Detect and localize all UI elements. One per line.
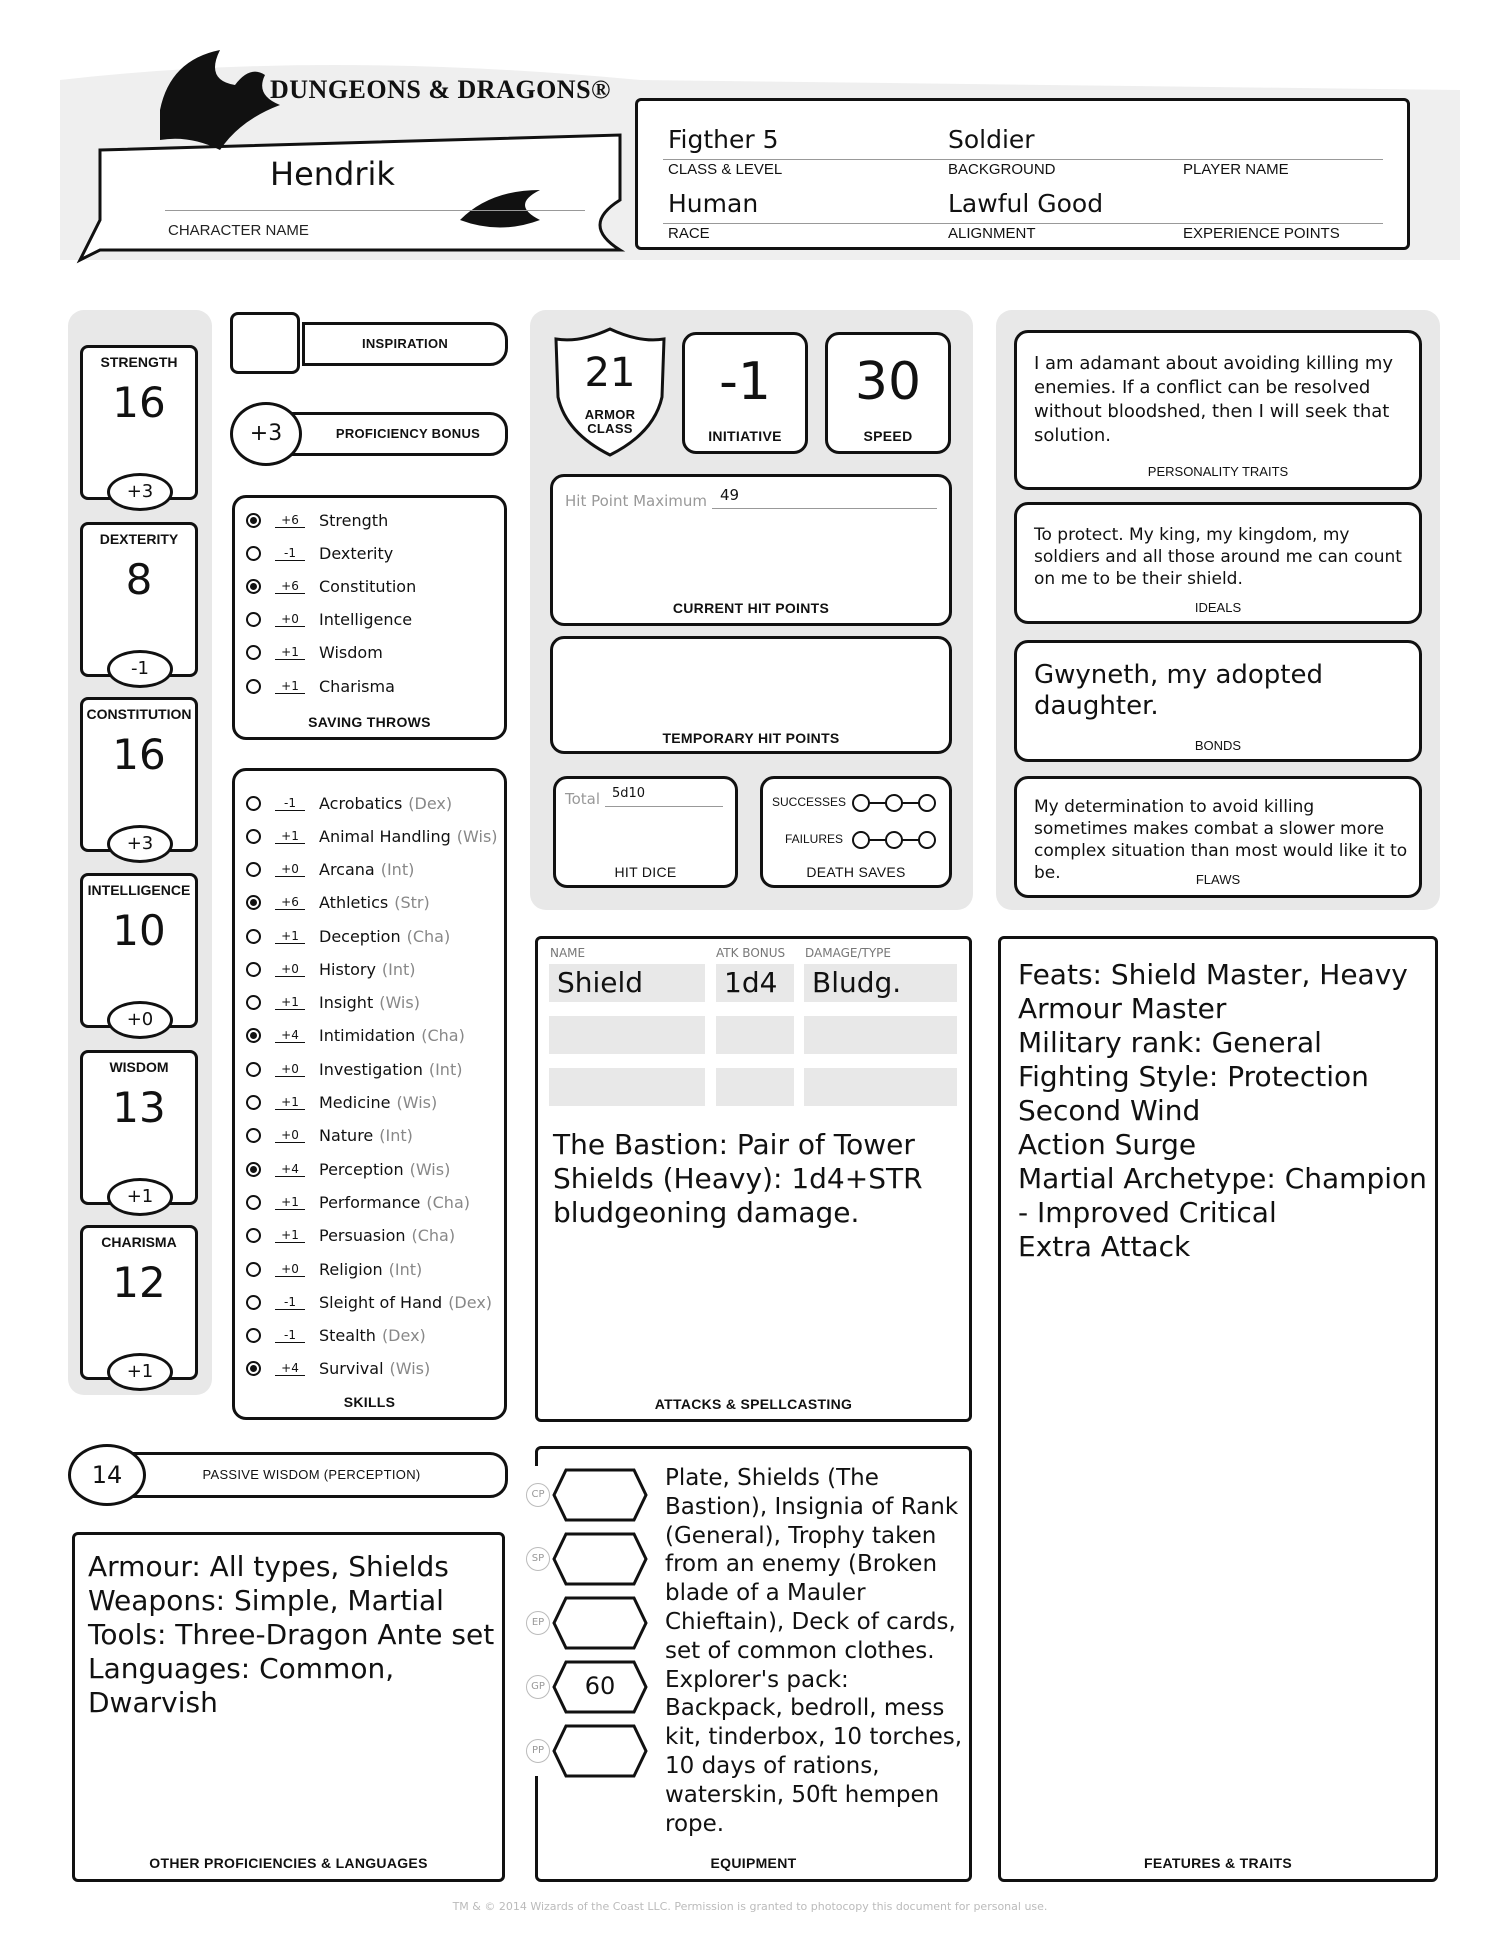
skill-bonus: +6 xyxy=(275,895,305,910)
skill-name: Insight xyxy=(319,992,374,1012)
skill-name: Animal Handling xyxy=(319,826,451,846)
skill-bonus: +4 xyxy=(275,1361,305,1376)
skill-attribute: (Int) xyxy=(380,859,415,879)
skill-row[interactable] xyxy=(246,1320,426,1350)
save-name: Strength xyxy=(319,510,389,530)
equipment-label: EQUIPMENT xyxy=(710,1855,797,1871)
death-save-success-circles[interactable] xyxy=(850,792,938,814)
skill-name: Investigation xyxy=(319,1059,423,1079)
ability-score[interactable]: 8 xyxy=(125,555,153,604)
ability-dexterity xyxy=(80,522,198,677)
bonds-label: BONDS xyxy=(1194,738,1242,753)
proficiency-dot[interactable] xyxy=(246,895,261,910)
coin-pp xyxy=(526,1724,650,1778)
ability-intelligence xyxy=(80,873,198,1028)
ability-wisdom xyxy=(80,1050,198,1205)
death-saves-label: DEATH SAVES xyxy=(806,864,906,880)
character-name-label: CHARACTER NAME xyxy=(168,222,309,239)
coin-label: PP xyxy=(526,1739,550,1763)
skill-name: Medicine xyxy=(319,1092,391,1112)
skill-bonus: +0 xyxy=(275,862,305,877)
ability-modifier[interactable]: +0 xyxy=(107,1001,173,1039)
proficiency-dot[interactable] xyxy=(246,829,261,844)
skill-name: Arcana xyxy=(319,859,375,879)
initiative-value[interactable]: -1 xyxy=(719,352,771,412)
skill-name: Intimidation xyxy=(319,1025,416,1045)
failures-label: FAILURES xyxy=(785,832,844,846)
coin-hexagon xyxy=(552,1468,648,1522)
skill-attribute: (Cha) xyxy=(411,1225,456,1245)
coin-hexagon xyxy=(552,1596,648,1650)
skill-bonus: -1 xyxy=(275,1295,305,1310)
skill-bonus: -1 xyxy=(275,1328,305,1343)
skill-row[interactable] xyxy=(246,887,430,917)
ability-score[interactable]: 10 xyxy=(112,906,166,955)
ability-name: CONSTITUTION xyxy=(86,706,192,722)
proficiency-dot[interactable] xyxy=(246,1328,261,1343)
attack-col-name-label: NAME xyxy=(550,946,586,960)
hit-dice-total-value[interactable]: 5d10 xyxy=(612,786,646,801)
ability-strength xyxy=(80,345,198,500)
hit-dice-total-label: Total xyxy=(565,790,601,808)
skill-name: Athletics xyxy=(319,892,389,912)
proficiency-dot[interactable] xyxy=(246,612,261,627)
skill-name: Deception xyxy=(319,926,401,946)
save-row[interactable] xyxy=(246,604,412,634)
ability-name: WISDOM xyxy=(109,1059,169,1075)
header-info-box xyxy=(635,98,1410,250)
skill-attribute: (Cha) xyxy=(421,1025,465,1045)
coin-label: CP xyxy=(526,1483,550,1507)
proficiency-dot[interactable] xyxy=(246,929,261,944)
proficiency-dot[interactable] xyxy=(246,1295,261,1310)
attack-damage-field[interactable] xyxy=(804,1016,957,1054)
skill-row[interactable] xyxy=(246,854,414,884)
skill-bonus: +4 xyxy=(275,1028,305,1043)
ability-score[interactable]: 13 xyxy=(112,1083,166,1132)
ability-charisma xyxy=(80,1225,198,1380)
coin-hexagon xyxy=(552,1724,648,1778)
skill-row[interactable] xyxy=(246,921,450,951)
coin-label: GP xyxy=(526,1675,550,1699)
proficiency-dot[interactable] xyxy=(246,796,261,811)
inspiration-checkbox[interactable] xyxy=(230,312,300,374)
skill-row[interactable] xyxy=(246,1087,437,1117)
save-name: Wisdom xyxy=(319,642,383,662)
skill-attribute: (Dex) xyxy=(408,793,453,813)
skill-name: Stealth xyxy=(319,1325,376,1345)
skill-attribute: (Dex) xyxy=(448,1292,493,1312)
save-bonus: +1 xyxy=(275,679,305,694)
skill-name: Sleight of Hand xyxy=(319,1292,443,1312)
skill-attribute: (Wis) xyxy=(396,1092,438,1112)
background-value[interactable]: Soldier xyxy=(948,125,1035,154)
skill-bonus: +1 xyxy=(275,829,305,844)
skill-bonus: +1 xyxy=(275,929,305,944)
skill-bonus: +0 xyxy=(275,1262,305,1277)
coin-label: EP xyxy=(526,1611,550,1635)
ability-score[interactable]: 16 xyxy=(112,730,166,779)
coin-cp xyxy=(526,1468,650,1522)
attacks-label: ATTACKS & SPELLCASTING xyxy=(654,1396,853,1412)
features-label: FEATURES & TRAITS xyxy=(1144,1855,1292,1871)
footer-copyright: TM & © 2014 Wizards of the Coast LLC. Permission is granted to photocopy this document for personal use. xyxy=(452,1900,1048,1913)
attack-name-field[interactable] xyxy=(549,1016,705,1054)
coin-gp xyxy=(526,1660,650,1714)
proficiency-dot[interactable] xyxy=(246,1262,261,1277)
ability-modifier[interactable]: +3 xyxy=(107,825,173,863)
skill-attribute: (Int) xyxy=(388,1259,423,1279)
skill-bonus: +4 xyxy=(275,1162,305,1177)
passive-perception-label: PASSIVE WISDOM (PERCEPTION) xyxy=(115,1452,508,1498)
attack-bonus-field[interactable] xyxy=(716,1016,794,1054)
ability-modifier[interactable]: -1 xyxy=(107,650,173,688)
proficiency-dot[interactable] xyxy=(246,645,261,660)
skill-attribute: (Cha) xyxy=(406,926,451,946)
skill-bonus: +1 xyxy=(275,995,305,1010)
coin-sp xyxy=(526,1532,650,1586)
proficiency-dot[interactable] xyxy=(246,862,261,877)
successes-label: SUCCESSES xyxy=(772,795,847,809)
skill-bonus: +1 xyxy=(275,1228,305,1243)
save-name: Charisma xyxy=(319,676,395,696)
save-name: Constitution xyxy=(319,576,417,596)
ability-name: CHARISMA xyxy=(101,1234,177,1250)
ability-modifier[interactable]: +1 xyxy=(107,1353,173,1391)
armor-class-value[interactable]: 21 xyxy=(584,350,636,396)
save-bonus: +6 xyxy=(275,579,305,594)
proficiency-dot[interactable] xyxy=(246,513,261,528)
experience-label: EXPERIENCE POINTS xyxy=(1183,225,1340,242)
attack-col-bonus-label: ATK BONUS xyxy=(716,946,786,960)
skill-name: Persuasion xyxy=(319,1225,406,1245)
proficiency-dot[interactable] xyxy=(246,1228,261,1243)
initiative-label: INITIATIVE xyxy=(708,428,782,444)
skill-row[interactable] xyxy=(246,1254,422,1284)
skills-label: SKILLS xyxy=(343,1394,396,1410)
background-label: BACKGROUND xyxy=(948,161,1056,178)
proficiency-bonus-value[interactable]: +3 xyxy=(230,402,302,466)
death-save-failure-circles[interactable] xyxy=(850,829,938,851)
character-name[interactable]: Hendrik xyxy=(270,155,395,193)
ability-name: STRENGTH xyxy=(100,354,178,370)
current-hp-label: CURRENT HIT POINTS xyxy=(672,600,830,616)
features-text[interactable]: Feats: Shield Master, Heavy Armour Master Military rank: General Fighting Style: Protection Second Wind Action Surge Martial Archetype: Champion - Improved Critical Extra Attack xyxy=(1018,958,1427,1263)
hit-dice-label: HIT DICE xyxy=(614,864,677,880)
ability-name: DEXTERITY xyxy=(99,531,179,547)
passive-perception-value[interactable]: 14 xyxy=(68,1444,146,1506)
armor-class-label: ARMOR CLASS xyxy=(584,407,636,436)
skill-name: Religion xyxy=(319,1259,383,1279)
skill-attribute: (Wis) xyxy=(379,992,420,1012)
save-name: Dexterity xyxy=(319,543,394,563)
skill-bonus: +0 xyxy=(275,1062,305,1077)
flaws-text[interactable]: My determination to avoid killing sometimes makes combat a slower more complex situation than most would like it to be. xyxy=(1034,797,1408,883)
proficiency-dot[interactable] xyxy=(246,1128,261,1143)
skill-row[interactable] xyxy=(246,1154,450,1184)
save-bonus: +6 xyxy=(275,513,305,528)
coin-label: SP xyxy=(526,1547,550,1571)
ability-score[interactable]: 16 xyxy=(112,378,166,427)
proficiencies-text[interactable]: Armour: All types, Shields Weapons: Simple, Martial Tools: Three-Dragon Ante set Languages: Common, Dwarvish xyxy=(88,1550,495,1719)
ability-modifier[interactable]: +1 xyxy=(107,1178,173,1216)
ability-score[interactable]: 12 xyxy=(112,1258,166,1307)
skill-name: Survival xyxy=(319,1358,384,1378)
proficiency-dot[interactable] xyxy=(246,579,261,594)
skill-attribute: (Int) xyxy=(381,959,416,979)
flaws-label: FLAWS xyxy=(1195,872,1241,887)
bonds-text[interactable]: Gwyneth, my adopted daughter. xyxy=(1034,660,1323,721)
save-bonus: -1 xyxy=(275,546,305,561)
equipment-text[interactable]: Plate, Shields (The Bastion), Insignia of Rank (General), Trophy taken from an enemy (Broken blade of a Mauler Chieftain), Deck of cards, set of common clothes. Explorer's pack: Backpack, bedroll, mess kit, tinderbox, 10 torches, 10 days of rations, waterskin, 50ft hempen rope. xyxy=(665,1465,963,1837)
proficiency-dot[interactable] xyxy=(246,1095,261,1110)
attacks-notes[interactable]: The Bastion: Pair of Tower Shields (Heavy): 1d4+STR bludgeoning damage. xyxy=(553,1128,923,1229)
attack-name-field[interactable]: Shield xyxy=(549,964,705,1002)
hp-max-value[interactable]: 49 xyxy=(720,486,740,504)
speed-value[interactable]: 30 xyxy=(854,352,922,412)
skill-attribute: (Dex) xyxy=(381,1325,426,1345)
skill-row[interactable] xyxy=(246,1353,430,1383)
proficiency-bonus-box xyxy=(230,402,508,466)
skill-name: Performance xyxy=(319,1192,421,1212)
ability-modifier[interactable]: +3 xyxy=(107,473,173,511)
proficiency-dot[interactable] xyxy=(246,1162,261,1177)
save-row[interactable] xyxy=(246,671,395,701)
skill-attribute: (Cha) xyxy=(426,1192,470,1212)
skill-attribute: (Int) xyxy=(428,1059,463,1079)
alignment-label: ALIGNMENT xyxy=(948,225,1036,242)
proficiencies-label: OTHER PROFICIENCIES & LANGUAGES xyxy=(149,1855,428,1871)
skill-row[interactable] xyxy=(246,987,420,1017)
inspiration-box xyxy=(230,312,508,374)
coin-ep xyxy=(526,1596,650,1650)
ability-name: INTELLIGENCE xyxy=(87,882,191,898)
attack-damage-field[interactable] xyxy=(804,1068,957,1106)
alignment-value[interactable]: Lawful Good xyxy=(948,189,1104,218)
race-label: RACE xyxy=(668,225,710,242)
save-row[interactable] xyxy=(246,538,393,568)
hp-max-label: Hit Point Maximum xyxy=(565,492,708,510)
proficiency-dot[interactable] xyxy=(246,962,261,977)
save-bonus: +1 xyxy=(275,645,305,660)
attack-bonus-field[interactable]: 1d4 xyxy=(716,964,794,1002)
ideals-text[interactable]: To protect. My king, my kingdom, my soldiers and all those around me can count on me to be their shield. xyxy=(1034,525,1402,589)
skill-row[interactable] xyxy=(246,788,452,818)
skill-row[interactable] xyxy=(246,954,416,984)
save-row[interactable] xyxy=(246,637,383,667)
proficiency-dot[interactable] xyxy=(246,546,261,561)
player-name-label: PLAYER NAME xyxy=(1183,161,1289,178)
proficiency-dot[interactable] xyxy=(246,1028,261,1043)
skill-bonus: +1 xyxy=(275,1195,305,1210)
skill-name: Acrobatics xyxy=(319,793,403,813)
skill-bonus: +0 xyxy=(275,1128,305,1143)
logo: DUNGEONS & DRAGONS® xyxy=(270,75,611,104)
speed-label: SPEED xyxy=(863,428,913,444)
skill-name: Nature xyxy=(319,1125,374,1145)
ability-constitution xyxy=(80,697,198,852)
save-row[interactable] xyxy=(246,571,416,601)
skill-bonus: +0 xyxy=(275,962,305,977)
skill-attribute: (Wis) xyxy=(409,1159,451,1179)
proficiency-dot[interactable] xyxy=(246,1062,261,1077)
attack-name-field[interactable] xyxy=(549,1068,705,1106)
personality-traits-text[interactable]: I am adamant about avoiding killing my enemies. If a conflict can be resolved without bloodshed, then I will seek that solution. xyxy=(1034,353,1394,446)
proficiency-dot[interactable] xyxy=(246,995,261,1010)
class-level-label: CLASS & LEVEL xyxy=(668,161,783,178)
skill-row[interactable] xyxy=(246,1220,455,1250)
save-name: Intelligence xyxy=(319,609,413,629)
proficiency-dot[interactable] xyxy=(246,1195,261,1210)
save-bonus: +0 xyxy=(275,612,305,627)
skill-attribute: (Wis) xyxy=(389,1358,431,1378)
skill-row[interactable] xyxy=(246,1287,492,1317)
inspiration-label: INSPIRATION xyxy=(302,322,508,366)
coin-hexagon xyxy=(552,1532,648,1586)
skill-bonus: +1 xyxy=(275,1095,305,1110)
skill-name: Perception xyxy=(319,1159,404,1179)
temp-hp-label: TEMPORARY HIT POINTS xyxy=(662,730,840,746)
coin-value[interactable]: 60 xyxy=(584,1672,616,1700)
personality-traits-label: PERSONALITY TRAITS xyxy=(1147,464,1289,479)
attack-bonus-field[interactable] xyxy=(716,1068,794,1106)
saving-throws-label: SAVING THROWS xyxy=(308,714,431,730)
skill-bonus: -1 xyxy=(275,796,305,811)
skill-row[interactable] xyxy=(246,1054,462,1084)
attack-col-damage-label: DAMAGE/TYPE xyxy=(805,946,891,960)
proficiency-bonus-label: PROFICIENCY BONUS xyxy=(280,412,508,456)
skill-row[interactable] xyxy=(246,1120,413,1150)
race-value[interactable]: Human xyxy=(668,189,759,218)
skill-name: History xyxy=(319,959,376,979)
save-row[interactable] xyxy=(246,505,388,535)
proficiency-dot[interactable] xyxy=(246,1361,261,1376)
ideals-label: IDEALS xyxy=(1194,600,1242,615)
class-level-value[interactable]: Figther 5 xyxy=(668,125,779,154)
skill-attribute: (Str) xyxy=(394,892,430,912)
skill-attribute: (Wis) xyxy=(456,826,498,846)
skill-attribute: (Int) xyxy=(379,1125,413,1145)
attack-damage-field[interactable]: Bludg. xyxy=(804,964,957,1002)
skill-row[interactable] xyxy=(246,821,498,851)
skill-row[interactable] xyxy=(246,1020,465,1050)
proficiency-dot[interactable] xyxy=(246,679,261,694)
skill-row[interactable] xyxy=(246,1187,470,1217)
